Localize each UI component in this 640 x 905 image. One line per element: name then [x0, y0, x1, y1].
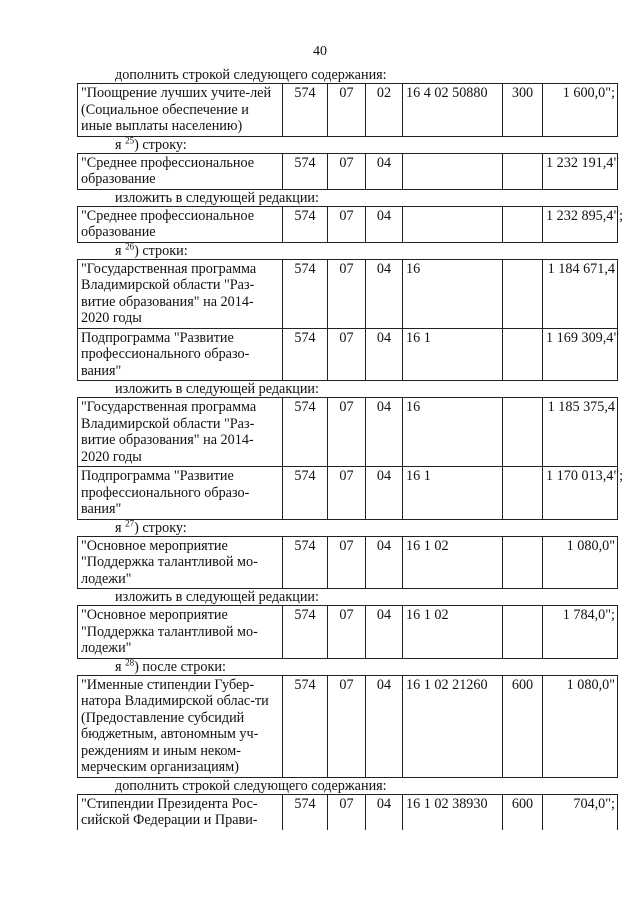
cell-ved: 574 — [283, 206, 328, 242]
cell-rz: 07 — [328, 153, 366, 189]
table-row — [78, 536, 618, 589]
cell-pr: 02 — [366, 84, 403, 137]
table-row — [78, 206, 618, 242]
instruction-prefix: я — [115, 242, 126, 259]
cell-rz: 07 — [328, 259, 366, 328]
instruction-line — [77, 381, 617, 397]
cell-name: "Стипендии Президента Рос-сийской Федерации и Прави- — [78, 794, 283, 830]
cell-csr — [403, 206, 503, 242]
budget-table — [77, 605, 618, 659]
cell-rz: 07 — [328, 398, 366, 467]
table-row — [78, 467, 618, 520]
cell-sum: 1 184 671,4 — [543, 259, 618, 328]
instruction-line — [77, 134, 617, 153]
budget-table — [77, 259, 618, 382]
cell-ved: 574 — [283, 606, 328, 659]
instruction-footnote-number: 25 — [125, 134, 135, 145]
budget-table — [77, 794, 618, 830]
cell-sum: 1 232 895,4"; — [543, 206, 618, 242]
document-body — [77, 67, 624, 830]
cell-ved: 574 — [283, 467, 328, 520]
cell-ved: 574 — [283, 328, 328, 381]
cell-sum: 1 169 309,4" — [543, 328, 618, 381]
table-row — [78, 398, 618, 467]
cell-sum: 1 080,0" — [543, 536, 618, 589]
cell-pr: 04 — [366, 328, 403, 381]
cell-rz: 07 — [328, 675, 366, 777]
cell-name: "Именные стипендии Губер-натора Владимирской облас-ти (Предоставление субсидий бюджетным, автономным уч-реждениям и иным неком-мерческим организациям) — [78, 675, 283, 777]
cell-rz: 07 — [328, 206, 366, 242]
budget-table — [77, 675, 618, 778]
cell-pr: 04 — [366, 536, 403, 589]
instruction-footnote-number: 26 — [125, 240, 135, 251]
cell-name: Подпрограмма "Развитие профессионального образо-вания" — [78, 467, 283, 520]
budget-table — [77, 536, 618, 590]
instruction-prefix: я — [115, 519, 126, 536]
cell-pr: 04 — [366, 206, 403, 242]
instruction-footnote-number: 28 — [125, 656, 135, 667]
table-row — [78, 794, 618, 830]
instruction-prefix: изложить в следующей редакции: — [115, 189, 319, 206]
cell-rz: 07 — [328, 84, 366, 137]
cell-name: "Среднее профессиональное образование — [78, 206, 283, 242]
cell-ved: 574 — [283, 84, 328, 137]
cell-rz: 07 — [328, 536, 366, 589]
instruction-prefix: я — [115, 136, 126, 153]
cell-pr: 04 — [366, 606, 403, 659]
cell-ved: 574 — [283, 794, 328, 830]
instruction-suffix: ) строки: — [134, 242, 188, 259]
cell-vr: 600 — [503, 794, 543, 830]
cell-rz: 07 — [328, 606, 366, 659]
instruction-suffix: ) строку: — [134, 136, 187, 153]
cell-name: "Основное мероприятие "Поддержка талантливой мо-лодежи" — [78, 536, 283, 589]
cell-csr: 16 1 02 21260 — [403, 675, 503, 777]
instruction-line — [77, 67, 617, 83]
cell-csr: 16 1 02 38930 — [403, 794, 503, 830]
cell-vr: 600 — [503, 675, 543, 777]
cell-sum: 1 170 013,4"; — [543, 467, 618, 520]
cell-csr: 16 — [403, 259, 503, 328]
cell-sum: 1 232 191,4" — [543, 153, 618, 189]
table-row — [78, 606, 618, 659]
instruction-prefix: я — [115, 658, 126, 675]
cell-pr: 04 — [366, 153, 403, 189]
cell-csr: 16 4 02 50880 — [403, 84, 503, 137]
cell-csr: 16 — [403, 398, 503, 467]
cell-rz: 07 — [328, 328, 366, 381]
instruction-prefix: изложить в следующей редакции: — [115, 381, 319, 397]
cell-rz: 07 — [328, 467, 366, 520]
budget-table — [77, 397, 624, 520]
table-row — [78, 675, 618, 777]
instruction-line — [77, 517, 617, 536]
cell-csr: 16 1 — [403, 328, 503, 381]
table-row — [78, 328, 618, 381]
cell-ved: 574 — [283, 536, 328, 589]
instruction-suffix: ) после строки: — [134, 658, 226, 675]
table-row — [78, 259, 618, 328]
cell-name: "Поощрение лучших учите-лей (Социальное обеспечение и иные выплаты населению) — [78, 84, 283, 137]
instruction-prefix: дополнить строкой следующего содержания: — [115, 777, 387, 794]
cell-vr — [503, 467, 543, 520]
cell-vr — [503, 153, 543, 189]
cell-ved: 574 — [283, 398, 328, 467]
cell-sum: 1 784,0"; — [543, 606, 618, 659]
instruction-line — [77, 589, 617, 605]
instruction-line — [77, 656, 617, 675]
cell-vr — [503, 398, 543, 467]
instruction-suffix: ) строку: — [134, 519, 187, 536]
page-number: 40 — [313, 44, 327, 59]
cell-vr — [503, 206, 543, 242]
cell-csr: 16 1 — [403, 467, 503, 520]
instruction-footnote-number: 27 — [125, 517, 135, 528]
cell-vr — [503, 328, 543, 381]
cell-pr: 04 — [366, 794, 403, 830]
cell-vr — [503, 536, 543, 589]
cell-name: "Среднее профессиональное образование — [78, 153, 283, 189]
cell-pr: 04 — [366, 259, 403, 328]
cell-pr: 04 — [366, 398, 403, 467]
budget-table — [77, 206, 624, 243]
cell-vr: 300 — [503, 84, 543, 137]
cell-csr: 16 1 02 — [403, 536, 503, 589]
cell-name: "Государственная программа Владимирской области "Раз-витие образования" на 2014-2020 годы — [78, 398, 283, 467]
cell-pr: 04 — [366, 675, 403, 777]
cell-csr — [403, 153, 503, 189]
cell-ved: 574 — [283, 153, 328, 189]
budget-table — [77, 83, 618, 137]
cell-rz: 07 — [328, 794, 366, 830]
cell-name: "Государственная программа Владимирской области "Раз-витие образования" на 2014-2020 годы — [78, 259, 283, 328]
instruction-prefix: изложить в следующей редакции: — [115, 589, 319, 605]
cell-sum: 1 080,0" — [543, 675, 618, 777]
budget-table — [77, 153, 618, 190]
cell-name: Подпрограмма "Развитие профессионального образо-вания" — [78, 328, 283, 381]
cell-name: "Основное мероприятие "Поддержка талантливой мо-лодежи" — [78, 606, 283, 659]
cell-pr: 04 — [366, 467, 403, 520]
cell-csr: 16 1 02 — [403, 606, 503, 659]
cell-sum: 1 185 375,4 — [543, 398, 618, 467]
instruction-line — [77, 240, 617, 259]
cell-vr — [503, 606, 543, 659]
cell-ved: 574 — [283, 259, 328, 328]
cell-sum: 704,0"; — [543, 794, 618, 830]
cell-vr — [503, 259, 543, 328]
cell-ved: 574 — [283, 675, 328, 777]
cell-sum: 1 600,0"; — [543, 84, 618, 137]
table-row — [78, 84, 618, 137]
instruction-prefix: дополнить строкой следующего содержания: — [115, 67, 387, 83]
instruction-line — [77, 778, 617, 794]
instruction-line — [77, 190, 617, 206]
table-row — [78, 153, 618, 189]
